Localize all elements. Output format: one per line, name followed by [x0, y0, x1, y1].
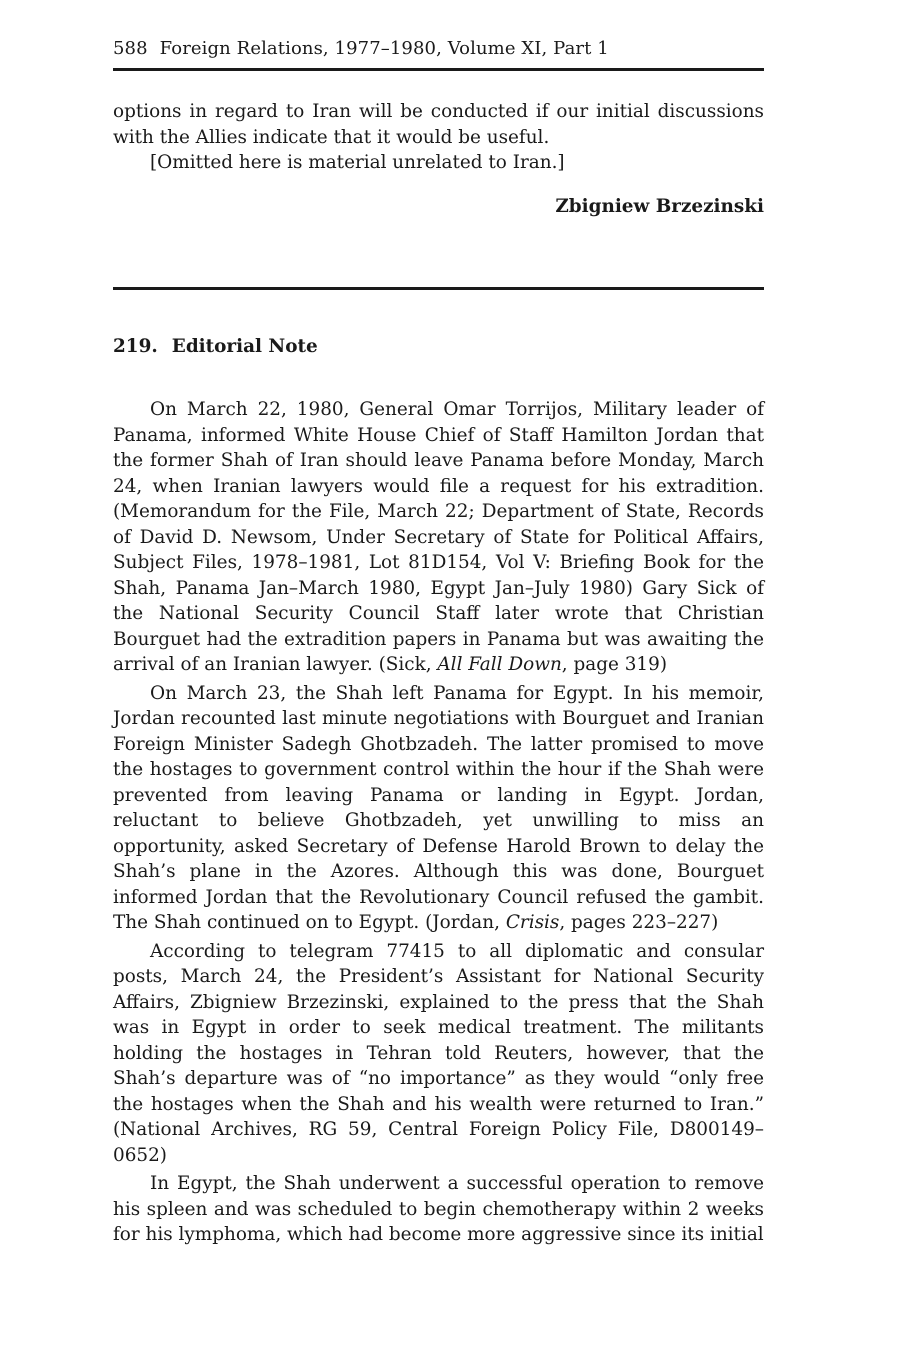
paragraph-1-citation: , page 319) [561, 654, 668, 675]
paragraph-1 [113, 397, 764, 678]
header-rule [113, 68, 764, 71]
continuation-paragraph: options in regard to Iran will be conducted if our initial discussions with the Allies indicate that it would be useful. [113, 101, 764, 148]
running-header [113, 38, 764, 59]
paragraph-2 [113, 681, 764, 936]
paragraph-1-text: On March 22, 1980, General Omar Torrijos, Military leader of Panama, informed White House Chief of Staff Hamilton Jordan that the former Shah of Iran should leave Panama before Monday, March 24, when Iranian lawyers would file a request for his extradition. (Memorandum for the File, March 22; Department of State, Records of David D. Newsom, Under Secretary of State for Political Affairs, Subject Files, 1978–1981, Lot 81D154, Vol V: Briefing Book for the Shah, Panama Jan–March 1980, Egypt Jan–July 1980) Gary Sick of the National Security Council Staff later wrote that Christian Bourguet had the extradition papers in Panama but was awaiting the arrival of an Iranian lawyer. (Sick, [113, 399, 764, 675]
document-title: Editorial Note [171, 336, 318, 357]
paragraph-2-citation: , pages 223–227) [559, 912, 719, 933]
paragraph-3: According to telegram 77415 to all diplomatic and consular posts, March 24, the President’s Assistant for National Security Affairs, Zbigniew Brzezinski, explained to the press that the Shah was in Egypt in order to seek medical treatment. The militants holding the hostages in Tehran told Reuters, however, that the Shah’s departure was of “no importance” as they would “only free the hostages when the Shah and his wealth were returned to Iran.” (National Archives, RG 59, Central Foreign Policy File, D800149–0652) [113, 940, 764, 1166]
signature: Zbigniew Brzezinski [555, 196, 764, 217]
paragraph-4: In Egypt, the Shah underwent a successful operation to remove his spleen and was scheduled to begin chemotherapy within 2 weeks for his lymphoma, which had become more aggressive since its initial [113, 1173, 764, 1245]
omission-note: [Omitted here is material unrelated to Iran.] [150, 152, 565, 173]
page-number: 588 [113, 38, 148, 59]
previous-document-end [113, 99, 764, 176]
section-divider-rule [113, 287, 764, 290]
document-number: 219. [113, 336, 158, 357]
document-heading [113, 336, 318, 357]
editorial-note-body [113, 397, 764, 1251]
book-title-crisis: Crisis [505, 912, 560, 933]
running-title: Foreign Relations, 1977–1980, Volume XI, Part 1 [159, 38, 609, 59]
book-title-all-fall-down: All Fall Down [437, 654, 562, 675]
paragraph-2-text: On March 23, the Shah left Panama for Egypt. In his memoir, Jordan recounted last minute negotiations with Bourguet and Iranian Foreign Minister Sadegh Ghotbzadeh. The latter promised to move the hostages to government control within the hour if the Shah were prevented from leaving Panama or landing in Egypt. Jordan, reluctant to believe Ghotbzadeh, yet unwilling to miss an opportunity, asked Secretary of Defense Harold Brown to delay the Shah’s plane in the Azores. Although this was done, Bourguet informed Jordan that the Revolutionary Council refused the gambit. The Shah continued on to Egypt. (Jordan, [113, 682, 764, 933]
